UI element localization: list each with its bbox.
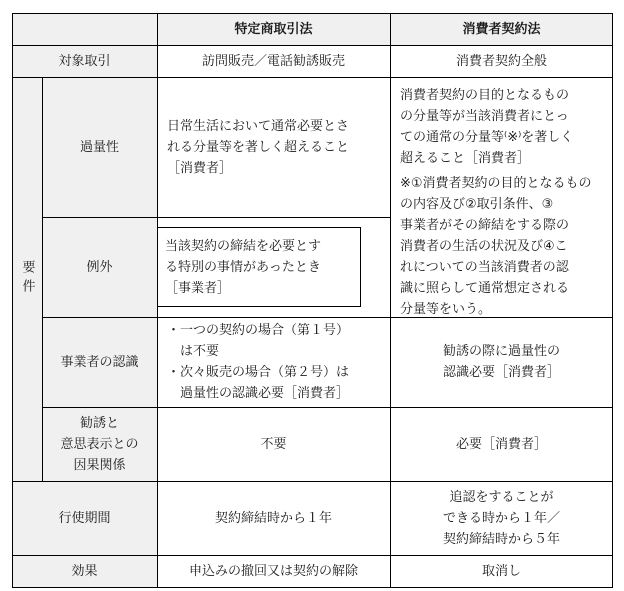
exception-tokutei: 当該契約の締結を必要とす る特別の事情があったとき ［事業者］ [165, 238, 322, 296]
exception-box-bottom [157, 306, 361, 307]
recognition-shohisha: 勧誘の際に過量性の 認識必要［消費者］ [442, 344, 560, 380]
hline-period [12, 555, 613, 556]
row-label-exception: 例外 [42, 217, 157, 317]
border-top [12, 13, 613, 14]
effect-shohisha: 取消し [481, 563, 521, 579]
hline-target [12, 77, 613, 78]
row-label-effect: 効果 [12, 555, 157, 587]
border-left [12, 13, 13, 588]
row-label-target: 対象取引 [12, 45, 157, 77]
period-tokutei: 契約締結時から１年 [214, 510, 332, 526]
causal-tokutei: 不要 [260, 436, 287, 452]
requirements-group-label [12, 77, 42, 481]
row-label-recognition: 事業者の認識 [42, 317, 157, 407]
excess-shohisha-note: ※①消費者契約の目的となるもの の内容及び②取引条件、③ 事業者がその締結をする際の 消費者の生活の状況及び④こ れについての当該消費者の認 識に照らして通常想定される 分量等をいう。 [400, 176, 592, 317]
row-label-period: 行使期間 [12, 481, 157, 555]
row-label-excess: 過量性 [42, 77, 157, 217]
exception-box-right [360, 227, 361, 307]
hline-header [12, 45, 613, 46]
target-tokutei: 訪問販売／電話勧誘販売 [201, 53, 345, 69]
hline-requirements-end [12, 481, 613, 482]
border-bottom [12, 587, 613, 588]
hline-recognition [42, 407, 613, 408]
causal-shohisha: 必要［消費者］ [455, 436, 547, 452]
header-blank [12, 13, 157, 45]
excess-tokutei: 日常生活において通常必要とさ れる分量等を著しく超えること ［消費者］ [167, 118, 350, 176]
border-right [612, 13, 613, 588]
effect-tokutei: 申込みの撤回又は契約の解除 [188, 563, 358, 579]
exception-box-top [157, 227, 361, 228]
requirements-label-text: 要件 [19, 260, 35, 298]
hline-excess [42, 217, 390, 218]
header-tokutei: 特定商取引法 [157, 13, 390, 45]
row-label-causal: 勧誘と 意思表示との 因果関係 [42, 407, 157, 481]
excess-exception-shohisha [390, 77, 613, 317]
vline-col1 [157, 13, 158, 588]
vline-req [42, 77, 43, 481]
target-shohisha: 消費者契約全般 [455, 53, 547, 69]
vline-col2 [390, 13, 391, 588]
hline-exception [42, 317, 613, 318]
period-shohisha: 追認をすることが できる時から１年／ 契約締結時から５年 [442, 489, 560, 547]
recognition-tokutei: ・一つの契約の場合（第１号） は不要 ・次々販売の場合（第２号）は 過量性の認識必要［消費者］ [167, 323, 350, 401]
header-shohisha: 消費者契約法 [390, 13, 613, 45]
excess-shohisha-main: 消費者契約の目的となるもの の分量等が当該消費者にとっ ての通常の分量等⁽※⁾を著しく 超えること［消費者］ [400, 88, 574, 166]
